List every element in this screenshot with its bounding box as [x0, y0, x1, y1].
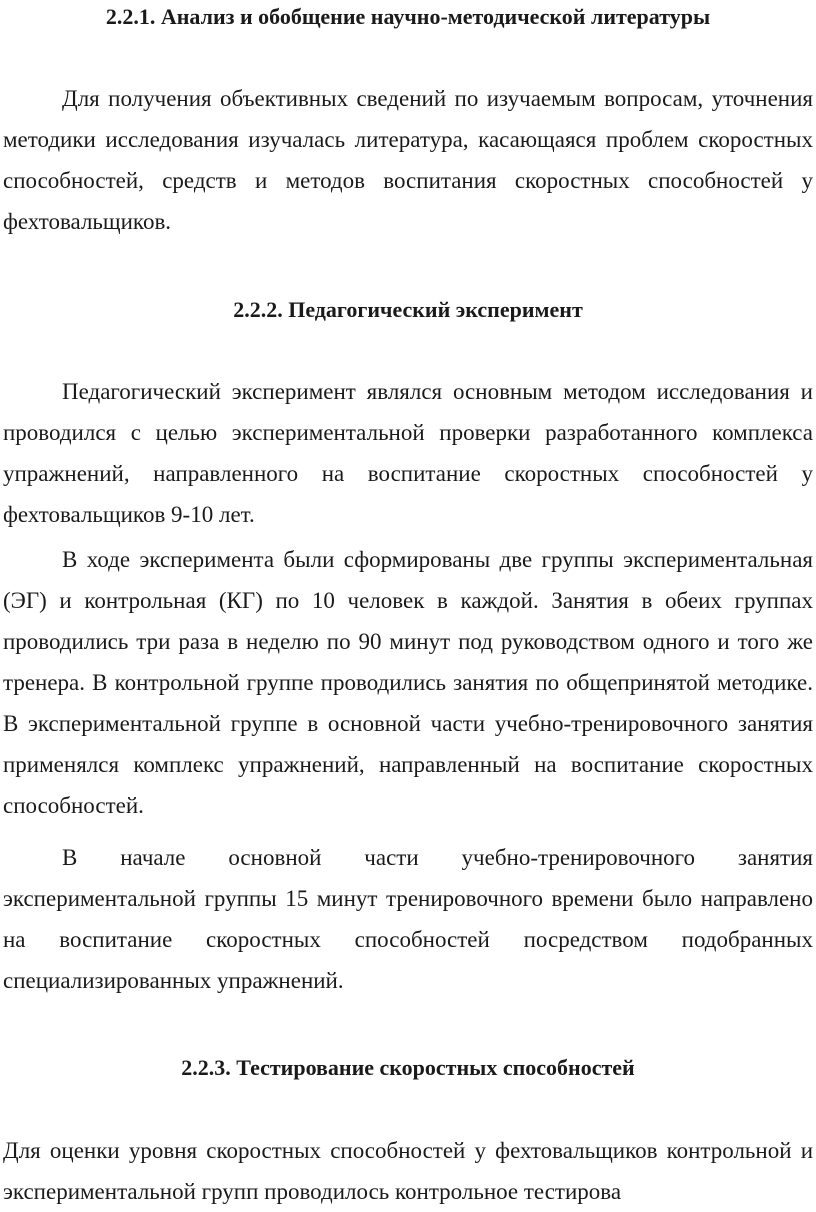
paragraph-literature-analysis: Для получения объективных сведений по изучаемым вопросам, уточнения методики исследования изучалась литература, касающаяся проблем скоростных способностей, средств и методов воспитания скоростных способностей у фехтовальщиков. [3, 86, 813, 234]
paragraph-experiment-purpose: Педагогический эксперимент являлся основным методом исследования и проводился с целью экспериментальной проверки разработанного комплекса упражнений, направленного на воспитание скоростных способностей у фехтовальщиков 9-10 лет. [3, 379, 813, 527]
paragraph-experiment-training-time: В начале основной части учебно-тренировочного занятия экспериментальной группы 15 минут тренировочного времени было направлено на воспитание скоростных способностей посредством подобранных специализированных упражнений. [3, 845, 813, 993]
paragraph-experiment-groups: В ходе эксперимента были сформированы две группы экспериментальная (ЭГ) и контрольная (КГ) по 10 человек в каждой. Занятия в обеих группах проводились три раза в неделю по 90 минут под руководством одного и того же тренера. В контрольной группе проводились занятия по общепринятой методике. В экспериментальной группе в основной части учебно-тренировочного занятия применялся комплекс упражнений, направленный на воспитание скоростных способностей. [3, 547, 813, 818]
section-heading-speed-testing: 2.2.3. Тестирование скоростных способностей [181, 1055, 635, 1080]
section-heading-pedagogical-experiment: 2.2.2. Педагогический эксперимент [233, 297, 583, 322]
paragraph-speed-testing: Для оценки уровня скоростных способностей у фехтовальщиков контрольной и экспериментальной групп проводилось контрольное тестирова [3, 1138, 813, 1204]
section-heading-literature-analysis: 2.2.1. Анализ и обобщение научно-методической литературы [105, 4, 711, 29]
